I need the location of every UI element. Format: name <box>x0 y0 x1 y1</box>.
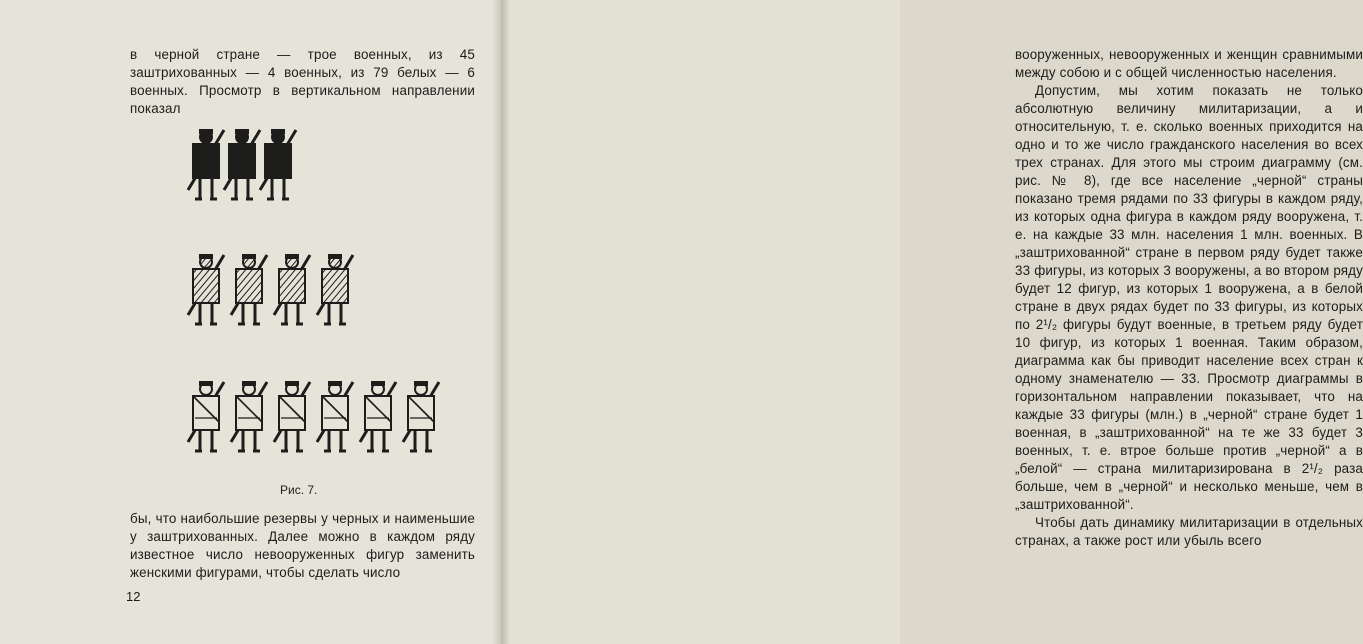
soldier-black <box>224 129 260 199</box>
left-page <box>0 0 500 644</box>
right-column <box>1015 46 1363 550</box>
row-black-soldiers <box>188 129 296 199</box>
page-number: 12 <box>126 589 141 604</box>
paragraph-1: вооруженных, невооруженных и женщин сравнимыми между собою и с общей численностью населения. <box>1015 47 1363 80</box>
soldier-white <box>360 381 396 451</box>
soldier-black <box>188 129 224 199</box>
row-white-soldiers <box>188 381 439 451</box>
paragraph-3: Чтобы дать динамику милитаризации в отдельных странах, а также рост или убыль всего <box>1015 515 1363 548</box>
left-bottom-paragraph: бы, что наибольшие резервы у черных и наименьшие у заштрихованных. Далее можно в каждом ряду известное число невооруженных фигур заменить женскими фигурами, чтобы сделать число <box>130 511 475 580</box>
left-top-paragraph: в черной стране — трое военных, из 45 заштрихованных — 4 военных, из 79 белых — 6 военных. Просмотр в вертикальном направлении показал <box>130 47 475 116</box>
soldier-white <box>188 381 224 451</box>
paragraph-2: Допустим, мы хотим показать не только абсолютную величину милитаризации, а и относительную, т. е. сколько военных приходится на одно и то же число гражданского населения во всех трех странах. Для этого мы строим диаграмму (см. рис. № 8), где все население „черной“ страны показано тремя рядами по 33 фигуры в каждом ряду, из которых одна фигура в каждом ряду вооружена, т. е. на каждые 33 млн. населения 1 млн. военных. В „заштрихованной“ стране в первом ряду будет также 33 фигуры, из которых 3 вооружены, а во втором ряду будет 12 фигур, из которых 1 вооружена, а в белой стране в двух рядах будет по 33 фигуры, из которых по 2¹/₂ фигуры будут военные, в третьем ряду будет 10 фигур, из которых 1 военная. Таким образом, диаграмма как бы приводит население всех стран к одному знаменателю — 33. Просмотр диаграммы в горизонтальном направлении показывает, что на каждые 33 фигуры (млн.) в „черной“ стране будет 1 военная, в „заштрихованной“ на те же 33 будет 3 военных, т. е. втрое больше против „черной“ а в „белой“ — страна милитаризирована в 2¹/₂ раза больше, чем в „черной“ и несколько меньше, чем в „заштрихованной“. <box>1015 83 1363 512</box>
soldier-white <box>231 381 267 451</box>
book-gutter <box>492 0 510 644</box>
soldier-black <box>260 129 296 199</box>
soldier-white <box>403 381 439 451</box>
soldier-white <box>274 381 310 451</box>
soldier-hatched <box>317 254 353 324</box>
soldier-hatched <box>274 254 310 324</box>
row-hatched-soldiers <box>188 254 353 324</box>
figure-caption: Рис. 7. <box>280 483 318 497</box>
soldier-figure-diagram <box>160 118 400 478</box>
soldier-hatched <box>231 254 267 324</box>
soldier-hatched <box>188 254 224 324</box>
soldier-white <box>317 381 353 451</box>
right-page <box>500 0 1363 644</box>
